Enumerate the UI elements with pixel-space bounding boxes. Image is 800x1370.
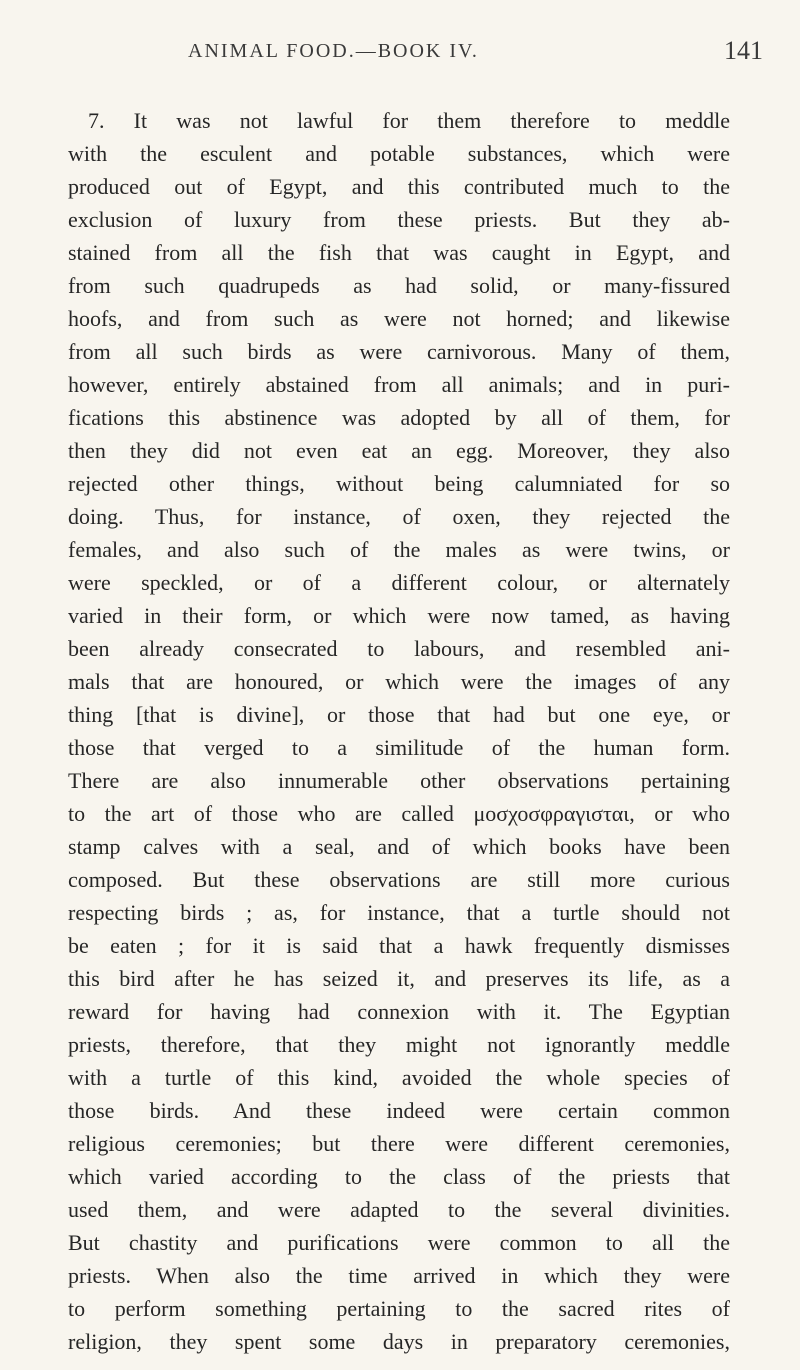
text-line: used them, and were adapted to the several divinities. xyxy=(68,1197,730,1222)
text-line: doing. Thus, for instance, of oxen, they rejected the xyxy=(68,504,730,529)
text-line: from all such birds as were carnivorous. Many of them, xyxy=(68,339,730,364)
text-line: respecting birds ; as, for instance, that a turtle should not xyxy=(68,900,730,925)
text-line: this bird after he has seized it, and preserves its life, as a xyxy=(68,966,730,991)
text-line: be eaten ; for it is said that a hawk frequently dismisses xyxy=(68,933,730,958)
page-number: 141 xyxy=(724,36,763,65)
text-line: produced out of Egypt, and this contributed much to the xyxy=(68,174,730,199)
text-line: those birds. And these indeed were certain common xyxy=(68,1098,730,1123)
body-text xyxy=(68,104,730,1358)
text-line: thing [that is divine], or those that had but one eye, or xyxy=(68,702,730,727)
text-line: religious ceremonies; but there were different ceremonies, xyxy=(68,1131,730,1156)
text-line: with a turtle of this kind, avoided the whole species of xyxy=(68,1065,730,1090)
text-line: stained from all the fish that was caught in Egypt, and xyxy=(68,240,730,265)
text-line: those that verged to a similitude of the human form. xyxy=(68,735,730,760)
text-line: priests, therefore, that they might not ignorantly meddle xyxy=(68,1032,730,1057)
text-line: reward for having had connexion with it. The Egyptian xyxy=(68,999,730,1024)
text-line: fications this abstinence was adopted by all of them, for xyxy=(68,405,730,430)
text-line: rejected other things, without being calumniated for so xyxy=(68,471,730,496)
text-line: females, and also such of the males as were twins, or xyxy=(68,537,730,562)
text-line: to the art of those who are called μοσχοσφραγισται, or who xyxy=(68,801,730,826)
text-line: then they did not even eat an egg. Moreover, they also xyxy=(68,438,730,463)
text-line: with the esculent and potable substances, which were xyxy=(68,141,730,166)
text-line: varied in their form, or which were now tamed, as having xyxy=(68,603,730,628)
running-head xyxy=(0,36,800,76)
text-line: hoofs, and from such as were not horned; and likewise xyxy=(68,306,730,331)
running-title: ANIMAL FOOD.—BOOK IV. xyxy=(188,40,479,62)
text-line: been already consecrated to labours, and resembled ani- xyxy=(68,636,730,661)
text-line: were speckled, or of a different colour, or alternately xyxy=(68,570,730,595)
text-line: But chastity and purifications were common to all the xyxy=(68,1230,730,1255)
text-line: composed. But these observations are still more curious xyxy=(68,867,730,892)
text-line: which varied according to the class of the priests that xyxy=(68,1164,730,1189)
text-line: There are also innumerable other observations pertaining xyxy=(68,768,730,793)
text-line: religion, they spent some days in preparatory ceremonies, xyxy=(68,1329,730,1354)
text-line: from such quadrupeds as had solid, or many-fissured xyxy=(68,273,730,298)
text-line: however, entirely abstained from all animals; and in puri- xyxy=(68,372,730,397)
text-line: to perform something pertaining to the sacred rites of xyxy=(68,1296,730,1321)
text-line: 7. It was not lawful for them therefore to meddle xyxy=(88,108,730,133)
text-line: exclusion of luxury from these priests. But they ab- xyxy=(68,207,730,232)
text-line: stamp calves with a seal, and of which books have been xyxy=(68,834,730,859)
text-line: mals that are honoured, or which were the images of any xyxy=(68,669,730,694)
text-line: priests. When also the time arrived in which they were xyxy=(68,1263,730,1288)
